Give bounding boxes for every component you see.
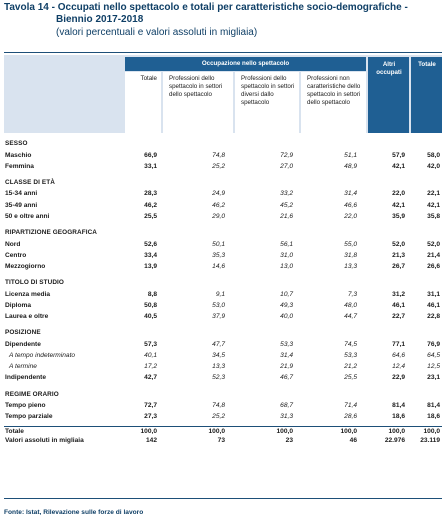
cell-col-1: 40,1 <box>144 351 157 359</box>
table-row <box>4 362 442 372</box>
table-row <box>4 189 442 199</box>
cell-col-1: 52,6 <box>144 240 157 248</box>
cell-col-4: 53,3 <box>344 351 357 359</box>
cell-col-4: 44,7 <box>344 313 357 320</box>
table-row <box>4 373 442 383</box>
cell-col-4: 31,4 <box>344 190 357 198</box>
cell-col-1: 33,4 <box>144 251 157 259</box>
cell-col-1: 27,3 <box>144 413 157 421</box>
title-line-2: Biennio 2017-2018 <box>56 14 144 26</box>
cell-col-6: 52,0 <box>427 240 440 248</box>
cell-col-5: 18,6 <box>392 413 405 421</box>
cell-col-2: 53,0 <box>212 301 225 309</box>
row-label: Totale <box>5 428 24 436</box>
cell-col-3: 31,4 <box>280 351 293 359</box>
row-label: Centro <box>5 251 27 259</box>
cell-col-4: 46,6 <box>344 201 357 209</box>
header-col-prof-diversi-label: Professioni dello spettacolo in settori diversi dallo spettacolo <box>241 75 295 106</box>
table-row <box>4 340 442 350</box>
cell-col-3: 56,1 <box>280 240 293 248</box>
group-header-bar <box>125 57 366 71</box>
cell-col-5: 52,0 <box>392 240 405 248</box>
cell-col-2: 50,1 <box>212 240 225 248</box>
cell-col-1: 8,8 <box>147 290 157 298</box>
section-heading: RIPARTIZIONE GEOGRAFICA <box>5 229 98 236</box>
cell-col-2: 14,6 <box>212 262 225 270</box>
cell-col-2: 74,8 <box>212 151 225 159</box>
header-col-totale-label: Totale <box>140 75 157 82</box>
cell-col-1: 100,0 <box>140 428 157 436</box>
cell-col-1: 33,1 <box>144 162 157 170</box>
cell-col-5: 31,2 <box>392 290 405 298</box>
cell-col-3: 53,3 <box>280 340 293 348</box>
cell-col-4: 28,6 <box>344 413 357 421</box>
row-label: A termine <box>9 363 37 371</box>
section-heading: CLASSE DI ETÀ <box>5 178 55 186</box>
cell-col-2: 74,8 <box>212 402 225 409</box>
row-label: Tempo parziale <box>5 413 53 421</box>
table-row <box>4 151 442 161</box>
cell-col-5: 42,1 <box>392 162 405 170</box>
cell-col-1: 72,7 <box>144 402 157 409</box>
cell-col-4: 7,3 <box>347 290 357 298</box>
row-label: Nord <box>5 240 21 248</box>
cell-col-4: 74,5 <box>344 340 357 348</box>
table-row <box>4 412 442 422</box>
table-row <box>4 240 442 250</box>
table-row <box>4 262 442 272</box>
cell-col-6: 12,5 <box>427 363 440 371</box>
table-row <box>4 251 442 261</box>
cell-col-4: 71,4 <box>344 402 357 409</box>
cell-col-1: 25,5 <box>144 212 157 220</box>
cell-col-4: 31,8 <box>344 251 357 259</box>
cell-col-1: 13,9 <box>144 262 157 270</box>
cell-col-2: 9,1 <box>215 290 225 298</box>
cell-col-6: 64,5 <box>427 351 440 359</box>
section-heading: POSIZIONE <box>5 329 41 337</box>
table-row <box>4 201 442 211</box>
row-label: 50 e oltre anni <box>5 212 50 220</box>
cell-col-2: 37,9 <box>212 313 225 320</box>
cell-col-1: 66,9 <box>144 151 157 159</box>
cell-col-5: 22.976 <box>384 437 405 445</box>
cell-col-3: 21,6 <box>280 212 293 220</box>
cell-col-5: 46,1 <box>392 301 405 309</box>
cell-col-2: 46,2 <box>212 201 225 209</box>
cell-col-2: 47,7 <box>212 340 225 348</box>
cell-col-3: 49,3 <box>280 301 293 309</box>
cell-col-3: 27,0 <box>280 162 293 170</box>
cell-col-5: 64,6 <box>392 351 405 359</box>
row-label: Tempo pieno <box>5 402 46 409</box>
top-rule <box>4 52 442 53</box>
cell-col-4: 46 <box>349 437 357 445</box>
cell-col-4: 22,0 <box>344 212 357 220</box>
cell-col-5: 22,9 <box>392 374 405 382</box>
cell-col-6: 100,0 <box>423 428 440 436</box>
cell-col-4: 51,1 <box>344 151 357 159</box>
section-heading: SESSO <box>5 140 28 147</box>
cell-col-2: 73 <box>217 437 225 445</box>
cell-col-3: 100,0 <box>276 428 293 436</box>
cell-col-3: 45,2 <box>280 201 293 209</box>
table-row <box>4 162 442 172</box>
row-label: Indipendente <box>5 374 47 382</box>
cell-col-2: 13,3 <box>212 363 225 371</box>
cell-col-4: 25,5 <box>344 374 357 382</box>
cell-col-1: 50,8 <box>144 301 157 309</box>
row-label: Femmina <box>5 162 34 170</box>
cell-col-5: 42,1 <box>392 201 405 209</box>
cell-col-6: 31,1 <box>427 290 440 298</box>
cell-col-6: 21,4 <box>427 251 440 259</box>
cell-col-1: 142 <box>145 437 157 445</box>
row-label: Diploma <box>5 301 32 309</box>
cell-col-2: 25,2 <box>212 162 225 170</box>
cell-col-5: 100,0 <box>388 428 405 436</box>
row-label: A tempo indeterminato <box>9 351 76 359</box>
cell-col-1: 57,3 <box>144 340 157 348</box>
section-heading: REGIME ORARIO <box>5 390 59 398</box>
cell-col-5: 81,4 <box>392 402 405 409</box>
table-title <box>4 2 440 39</box>
cell-col-1: 46,2 <box>144 201 157 209</box>
table-row <box>4 212 442 222</box>
cell-col-6: 23,1 <box>427 374 440 382</box>
cell-col-5: 12,4 <box>392 363 405 371</box>
source-note: Fonte: Istat, Rilevazione sulle forze di lavoro <box>4 509 144 516</box>
cell-col-2: 35,3 <box>212 251 225 259</box>
cell-col-6: 76,9 <box>427 340 440 348</box>
row-label: Valori assoluti in migliaia <box>5 437 84 445</box>
title-line-3: (valori percentuali e valori assoluti in migliaia) <box>56 26 258 38</box>
group-header-label: Occupazione nello spettacolo <box>201 60 290 67</box>
cell-col-6: 81,4 <box>427 402 440 409</box>
cell-col-5: 57,9 <box>392 151 405 159</box>
bottom-rule <box>4 498 442 499</box>
cell-col-1: 17,2 <box>144 363 157 371</box>
cell-col-5: 21,3 <box>392 251 405 259</box>
cell-col-3: 68,7 <box>280 402 293 409</box>
header-col-prof-settori-label: Professioni dello spettacolo in settori dello spettacolo <box>169 75 223 98</box>
cell-col-1: 28,3 <box>144 190 157 198</box>
row-label: Mezzogiorno <box>5 262 46 270</box>
row-label: Dipendente <box>5 340 41 348</box>
cell-col-6: 26,6 <box>427 262 440 270</box>
row-label: 35-49 anni <box>5 201 38 209</box>
cell-col-6: 42,1 <box>427 201 440 209</box>
cell-col-4: 48,0 <box>344 301 357 309</box>
header-altri-occupati <box>368 57 409 133</box>
title-line-1: Tavola 14 - Occupati nello spettacolo e totali per caratteristiche socio-demografiche - <box>4 2 408 13</box>
cell-col-5: 35,9 <box>392 212 405 220</box>
cell-col-1: 42,7 <box>144 374 157 382</box>
cell-col-3: 72,9 <box>280 151 293 159</box>
cell-col-2: 100,0 <box>208 428 225 436</box>
cell-col-6: 42,0 <box>427 162 440 170</box>
cell-col-4: 13,3 <box>344 262 357 270</box>
cell-col-3: 40,0 <box>280 313 293 320</box>
header-col-non-caratteristiche-label: Professioni non caratteristiche dello spettacolo in settori dello spettacolo <box>307 75 361 106</box>
header-col-non-caratteristiche <box>301 72 366 133</box>
header-altri-label: Altri occupati <box>376 61 402 76</box>
cell-col-6: 23.119 <box>420 437 440 445</box>
cell-col-6: 35,8 <box>427 212 440 220</box>
cell-col-5: 26,7 <box>392 262 405 270</box>
header-col-totale <box>125 72 161 133</box>
cell-col-2: 24,9 <box>212 190 225 198</box>
cell-col-5: 22,7 <box>392 313 405 320</box>
cell-col-6: 58,0 <box>427 151 440 159</box>
section-heading: TITOLO DI STUDIO <box>5 279 64 287</box>
cell-col-6: 22,8 <box>427 313 440 320</box>
cell-col-6: 18,6 <box>427 413 440 421</box>
cell-col-3: 23 <box>285 437 293 445</box>
cell-col-6: 46,1 <box>427 301 440 309</box>
header-total-label: Totale <box>418 61 436 68</box>
cell-col-3: 31,0 <box>280 251 293 259</box>
cell-col-3: 13,0 <box>280 262 293 270</box>
cell-col-2: 34,5 <box>212 351 225 359</box>
cell-col-4: 48,9 <box>344 162 357 170</box>
cell-col-5: 22,0 <box>392 190 405 198</box>
totals-row <box>4 436 442 446</box>
cell-col-1: 40,5 <box>144 313 157 320</box>
header-col-prof-settori <box>163 72 233 133</box>
cell-col-3: 21,9 <box>280 363 293 371</box>
cell-col-3: 33,2 <box>280 190 293 198</box>
table-row <box>4 312 442 322</box>
row-label: Laurea e oltre <box>5 313 49 320</box>
cell-col-2: 29,0 <box>212 212 225 220</box>
cell-col-3: 46,7 <box>280 374 293 382</box>
table-row <box>4 401 442 411</box>
cell-col-4: 100,0 <box>340 428 357 436</box>
table-row <box>4 301 442 311</box>
row-label: Licenza media <box>5 290 51 298</box>
table-row <box>4 290 442 300</box>
header-col-prof-diversi <box>235 72 299 133</box>
cell-col-4: 55,0 <box>344 240 357 248</box>
row-label: Maschio <box>5 151 32 159</box>
cell-col-2: 52,3 <box>212 374 225 382</box>
cell-col-2: 25,2 <box>212 413 225 421</box>
cell-col-3: 10,7 <box>280 290 293 298</box>
cell-col-3: 31,3 <box>280 413 293 421</box>
cell-col-4: 21,2 <box>344 363 357 371</box>
cell-col-5: 77,1 <box>392 340 405 348</box>
header-totale-generale <box>411 57 442 133</box>
row-label: 15-34 anni <box>5 190 38 198</box>
cell-col-6: 22,1 <box>427 190 440 198</box>
table-row <box>4 351 442 361</box>
